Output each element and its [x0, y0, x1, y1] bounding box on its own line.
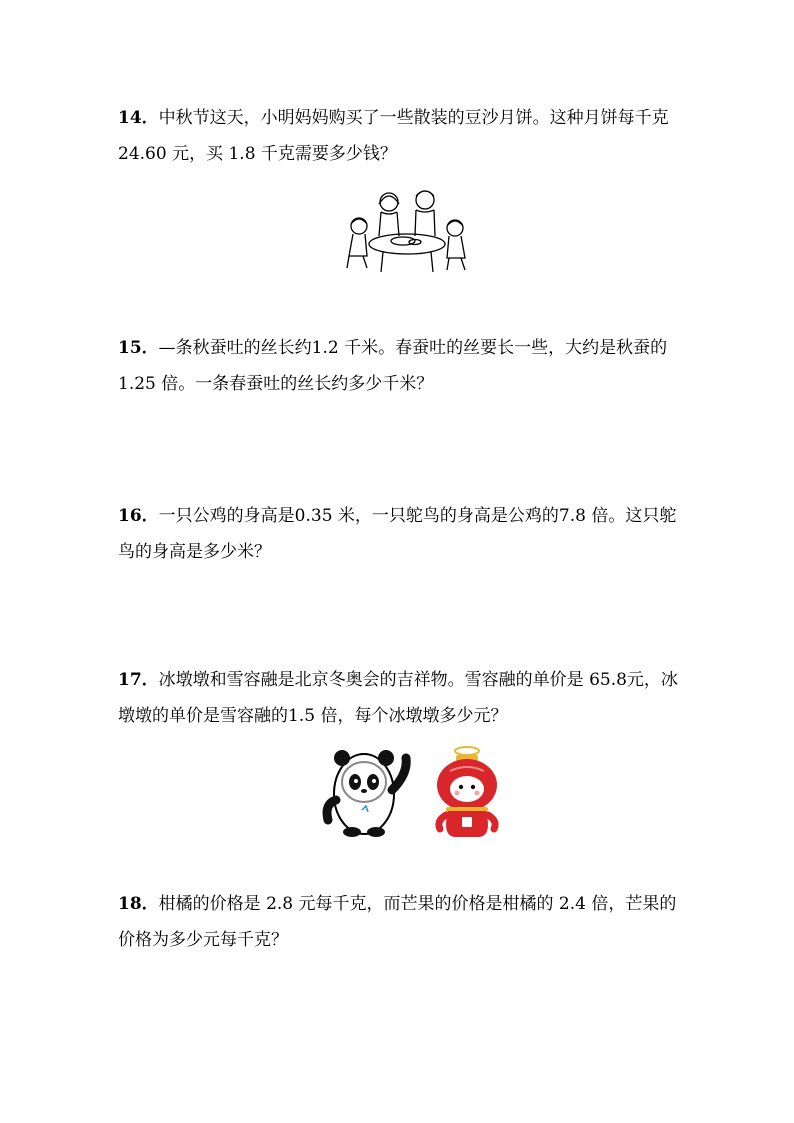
- problem-15: [118, 330, 678, 402]
- problem-number: 16．: [118, 506, 159, 526]
- problem-text: 冰墩墩和雪容融是北京冬奥会的吉祥物。雪容融的单价是 65.8元，冰墩墩的单价是雪容融的1.5 倍，每个冰墩墩多少元？: [118, 670, 678, 726]
- shuey-rhon-rhon-illustration: [426, 745, 508, 841]
- problem-text: 中秋节这天，小明妈妈购买了一些散装的豆沙月饼。这种月饼每千克 24.60 元，买 1.8 千克需要多少钱？: [118, 108, 669, 164]
- problem-text: —条秋蚕吐的丝长约1.2 千米。春蚕吐的丝要长一些，大约是秋蚕的 1.25 倍。一条春蚕吐的丝长约多少千米？: [118, 338, 668, 394]
- bing-dwen-dwen-illustration: [322, 740, 418, 840]
- problem-number: 18．: [118, 894, 159, 914]
- problem-17: [118, 662, 678, 734]
- problem-14: [118, 100, 678, 172]
- problem-18: [118, 886, 678, 958]
- problem-number: 17．: [118, 670, 159, 690]
- problem-number: 14．: [118, 108, 159, 128]
- problem-text: 一只公鸡的身高是0.35 米，一只鸵鸟的身高是公鸡的7.8 倍。这只鸵鸟的身高是多少米？: [118, 506, 677, 562]
- problem-text: 柑橘的价格是 2.8 元每千克，而芒果的价格是柑橘的 2.4 倍，芒果的价格为多少元每千克？: [118, 894, 677, 950]
- problem-number: 15．: [118, 338, 159, 358]
- family-mooncake-illustration: [343, 186, 471, 276]
- problem-16: [118, 498, 678, 570]
